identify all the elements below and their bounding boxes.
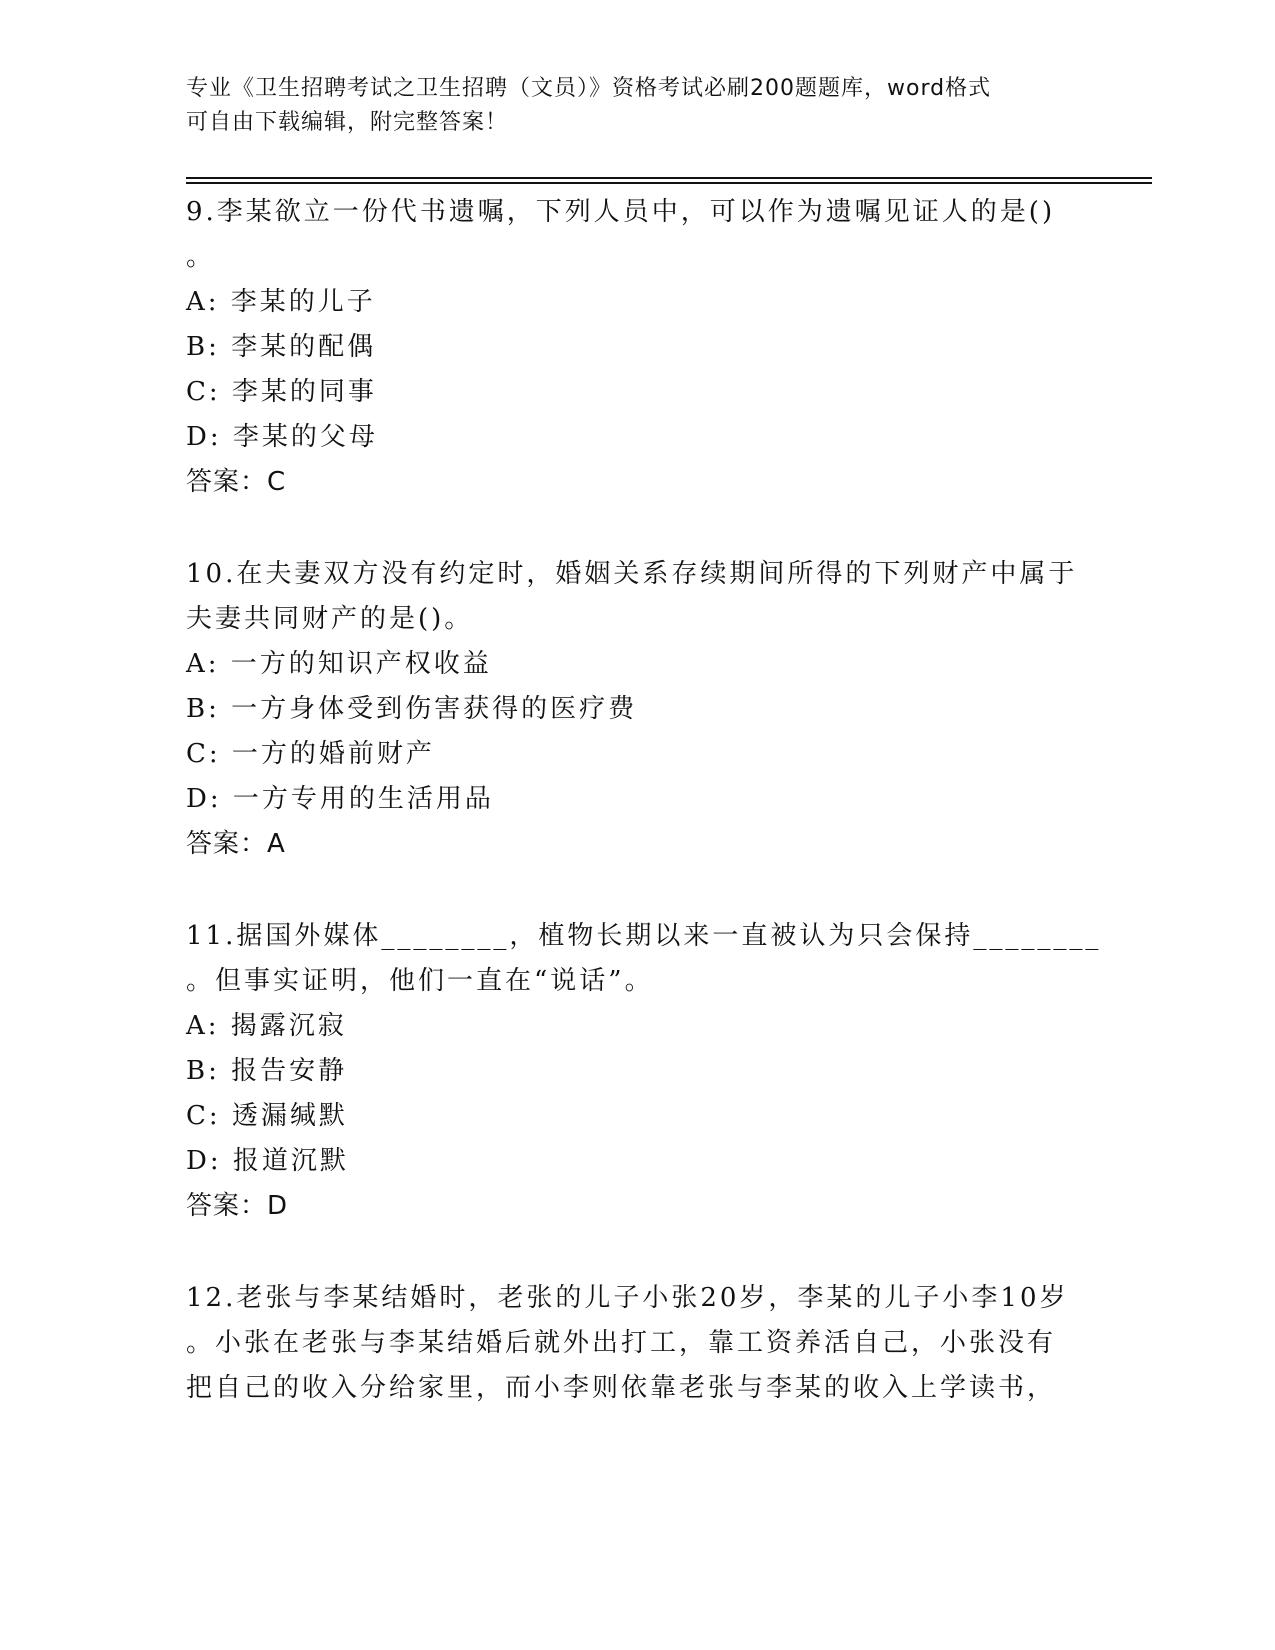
option-d: D: 一方专用的生活用品 [186,784,494,814]
question-12 [186,1276,1086,1411]
document-header [186,72,1066,140]
option-b: B: 李某的配偶 [186,332,377,362]
option-b: B: 一方身体受到伤害获得的医疗费 [186,694,638,724]
header-line: 专业《卫生招聘考试之卫生招聘（文员）》资格考试必刷200题题库，word格式 [186,76,992,101]
question-text: 12.老张与李某结婚时，老张的儿子小张20岁，李某的儿子小李10岁 [186,1283,1069,1313]
option-d: D: 李某的父母 [186,422,378,452]
option-d: D: 报道沉默 [186,1146,349,1176]
option-c: C: 一方的婚前财产 [186,739,435,769]
option-c: C: 李某的同事 [186,377,377,407]
question-text: 11.据国外媒体________，植物长期以来一直被认为只会保持________ [186,921,1102,951]
question-text: 10.在夫妻双方没有约定时，婚姻关系存续期间所得的下列财产中属于 [186,559,1078,589]
question-text: 。 [186,242,216,272]
question-text: 把自己的收入分给家里，而小李则依靠老张与李某的收入上学读书， [186,1373,1057,1403]
question-text: 。但事实证明，他们一直在“说话”。 [186,966,654,996]
option-c: C: 透漏缄默 [186,1101,348,1131]
option-a: A: 一方的知识产权收益 [186,649,492,679]
option-a: A: 李某的儿子 [186,287,376,317]
question-9 [186,190,1086,505]
answer-line: 答案：D [186,1191,289,1221]
question-text: 夫妻共同财产的是()。 [186,604,474,634]
option-b: B: 报告安静 [186,1056,348,1086]
option-a: A: 揭露沉寂 [186,1011,347,1041]
question-11 [186,914,1102,1229]
question-10 [186,552,1086,867]
answer-line: 答案：A [186,829,286,859]
header-line: 可自由下载编辑，附完整答案！ [186,110,509,135]
header-divider [186,177,1152,179]
question-text: 。小张在老张与李某结婚后就外出打工，靠工资养活自己，小张没有 [186,1328,1057,1358]
header-divider [186,182,1152,184]
question-text: 9.李某欲立一份代书遗嘱，下列人员中，可以作为遗嘱见证人的是() [186,197,1056,227]
answer-line: 答案：C [186,467,287,497]
